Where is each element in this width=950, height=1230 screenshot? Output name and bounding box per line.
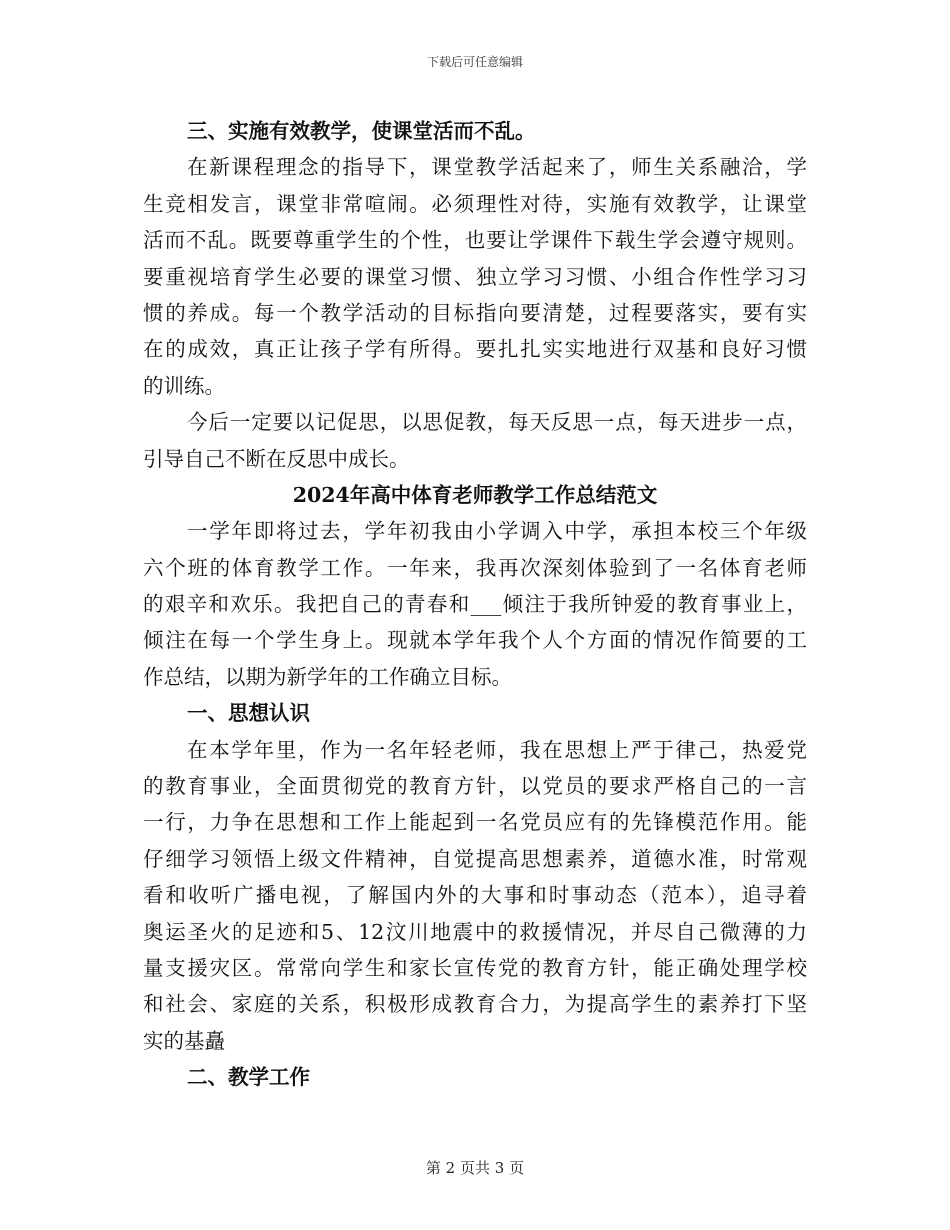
page-footer: 第 2 页共 3 页: [425, 1159, 525, 1177]
section-heading-2: 二、教学工作: [187, 1065, 310, 1090]
paragraph-line: 活而不乱。既要尊重学生的个性，也要让学课件下载生学会遵守规则。: [143, 228, 807, 253]
paragraph-line: 在的成效，真正让孩子学有所得。要扎扎实实地进行双基和良好习惯: [143, 337, 807, 362]
paragraph-line: 要重视培育学生必要的课堂习惯、独立学习习惯、小组合作性学习习: [143, 264, 807, 289]
paragraph-line: 引导自己不断在反思中成长。: [143, 446, 410, 471]
page-header: 下载后可任意编辑: [426, 55, 523, 69]
paragraph-line: 奥运圣火的足迹和5、12汶川地震中的救援情况，并尽自己微薄的力: [143, 919, 807, 944]
document-title: 2024年高中体育老师教学工作总结范文: [292, 482, 658, 507]
section-heading-1: 一、思想认识: [187, 701, 310, 726]
paragraph-line: 看和收听广播电视，了解国内外的大事和时事动态（范本），追寻着: [143, 883, 807, 908]
paragraph-line: 和社会、家庭的关系，积极形成教育合力，为提高学生的素养打下坚: [143, 992, 807, 1017]
paragraph-line: 一行，力争在思想和工作上能起到一名党员应有的先锋模范作用。能: [143, 810, 807, 835]
paragraph-line: 在新课程理念的指导下，课堂教学活起来了，师生关系融洽，学: [187, 155, 807, 180]
paragraph-line: 作总结，以期为新学年的工作确立目标。: [143, 664, 512, 689]
paragraph-line: 六个班的体育教学工作。一年来，我再次深刻体验到了一名体育老师: [143, 555, 807, 580]
paragraph-line: 今后一定要以记促思，以思促教，每天反思一点，每天进步一点，: [187, 410, 807, 435]
paragraph-line: 仔细学习领悟上级文件精神，自觉提高思想素养，道德水准，时常观: [143, 846, 807, 871]
paragraph-line: 在本学年里，作为一名年轻老师，我在思想上严于律己，热爱党: [187, 737, 807, 762]
paragraph-line: 惯的养成。每一个教学活动的目标指向要清楚，过程要落实，要有实: [143, 300, 807, 325]
paragraph-line: 的教育事业，全面贯彻党的教育方针，以党员的要求严格自己的一言: [143, 774, 807, 799]
document-body: [143, 113, 807, 1096]
paragraph-line: 生竞相发言，课堂非常喧闹。必须理性对待，实施有效教学，让课堂: [143, 191, 807, 216]
paragraph-line: 的训练。: [143, 373, 225, 398]
paragraph-line: 的艰辛和欢乐。我把自己的青春和___倾注于我所钟爱的教育事业上，: [143, 592, 807, 617]
paragraph-line: 量支援灾区。常常向学生和家长宣传党的教育方针，能正确处理学校: [143, 955, 807, 980]
section-heading-3: 三、实施有效教学，使课堂活而不乱。: [187, 119, 536, 143]
paragraph-line: 实的基矗: [143, 1028, 225, 1053]
paragraph-line: 一学年即将过去，学年初我由小学调入中学，承担本校三个年级: [187, 519, 807, 544]
paragraph-line: 倾注在每一个学生身上。现就本学年我个人个方面的情况作简要的工: [143, 628, 807, 653]
